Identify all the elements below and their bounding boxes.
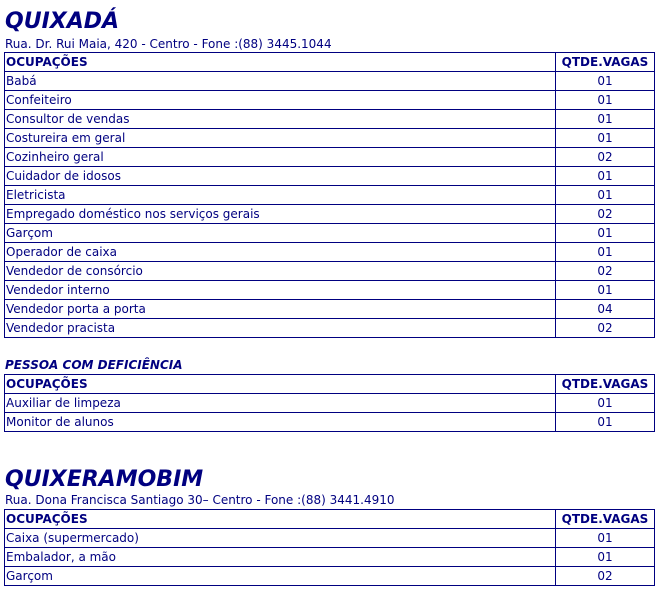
- table-row: [5, 262, 655, 281]
- qty-cell: 01: [556, 224, 655, 243]
- qty-cell: 01: [556, 529, 655, 548]
- table-row: [5, 281, 655, 300]
- qty-cell: 01: [556, 548, 655, 567]
- occupation-cell: Babá: [5, 72, 556, 91]
- address-quixeramobim: Rua. Dona Francisca Santiago 30– Centro - Fone :(88) 3441.4910: [5, 493, 395, 507]
- qty-cell: 02: [556, 148, 655, 167]
- occupation-cell: Caixa (supermercado): [5, 529, 556, 548]
- occupation-cell: Garçom: [5, 224, 556, 243]
- table-row: [5, 567, 655, 586]
- qty-cell: 01: [556, 186, 655, 205]
- qty-cell: 01: [556, 167, 655, 186]
- qty-column-header: QTDE.VAGAS: [556, 375, 655, 394]
- table-header-row: [5, 375, 655, 394]
- address-quixada: Rua. Dr. Rui Maia, 420 - Centro - Fone :(88) 3445.1044: [5, 37, 332, 51]
- occupation-cell: Costureira em geral: [5, 129, 556, 148]
- table-row: [5, 72, 655, 91]
- occupation-cell: Garçom: [5, 567, 556, 586]
- qty-column-header: QTDE.VAGAS: [556, 53, 655, 72]
- occupation-column-header: OCUPAÇÕES: [5, 375, 556, 394]
- occupation-cell: Vendedor interno: [5, 281, 556, 300]
- occupation-cell: Eletricista: [5, 186, 556, 205]
- table-row: [5, 548, 655, 567]
- occupation-cell: Cozinheiro geral: [5, 148, 556, 167]
- city-title-quixeramobim: QUIXERAMOBIM: [5, 467, 204, 492]
- qty-cell: 01: [556, 394, 655, 413]
- occupation-cell: Cuidador de idosos: [5, 167, 556, 186]
- qty-cell: 01: [556, 129, 655, 148]
- qty-cell: 01: [556, 243, 655, 262]
- table-row: [5, 319, 655, 338]
- occupation-cell: Operador de caixa: [5, 243, 556, 262]
- table-row: [5, 243, 655, 262]
- qty-cell: 04: [556, 300, 655, 319]
- jobs-table-quixeramobim: [4, 509, 655, 586]
- qty-cell: 02: [556, 567, 655, 586]
- jobs-rows: [5, 72, 655, 338]
- qty-cell: 02: [556, 319, 655, 338]
- table-row: [5, 167, 655, 186]
- table-header-row: [5, 53, 655, 72]
- table-row: [5, 148, 655, 167]
- pcd-section-label: PESSOA COM DEFICIÊNCIA: [5, 358, 183, 372]
- qty-cell: 01: [556, 413, 655, 432]
- jobs-rows: [5, 394, 655, 432]
- qty-column-header: QTDE.VAGAS: [556, 510, 655, 529]
- table-row: [5, 110, 655, 129]
- table-row: [5, 91, 655, 110]
- table-row: [5, 129, 655, 148]
- table-header-row: [5, 510, 655, 529]
- occupation-column-header: OCUPAÇÕES: [5, 510, 556, 529]
- occupation-cell: Consultor de vendas: [5, 110, 556, 129]
- qty-cell: 02: [556, 205, 655, 224]
- qty-cell: 01: [556, 91, 655, 110]
- qty-cell: 01: [556, 281, 655, 300]
- occupation-column-header: OCUPAÇÕES: [5, 53, 556, 72]
- occupation-cell: Auxiliar de limpeza: [5, 394, 556, 413]
- occupation-cell: Vendedor de consórcio: [5, 262, 556, 281]
- qty-cell: 01: [556, 72, 655, 91]
- qty-cell: 02: [556, 262, 655, 281]
- table-row: [5, 186, 655, 205]
- table-row: [5, 413, 655, 432]
- jobs-rows: [5, 529, 655, 586]
- table-row: [5, 529, 655, 548]
- occupation-cell: Vendedor pracista: [5, 319, 556, 338]
- occupation-cell: Embalador, a mão: [5, 548, 556, 567]
- jobs-table-quixada-pcd: [4, 374, 655, 432]
- table-row: [5, 224, 655, 243]
- occupation-cell: Empregado doméstico nos serviços gerais: [5, 205, 556, 224]
- table-row: [5, 300, 655, 319]
- city-title-quixada: QUIXADÁ: [5, 9, 120, 34]
- occupation-cell: Vendedor porta a porta: [5, 300, 556, 319]
- jobs-table-quixada: [4, 52, 655, 338]
- qty-cell: 01: [556, 110, 655, 129]
- table-row: [5, 394, 655, 413]
- occupation-cell: Confeiteiro: [5, 91, 556, 110]
- table-row: [5, 205, 655, 224]
- occupation-cell: Monitor de alunos: [5, 413, 556, 432]
